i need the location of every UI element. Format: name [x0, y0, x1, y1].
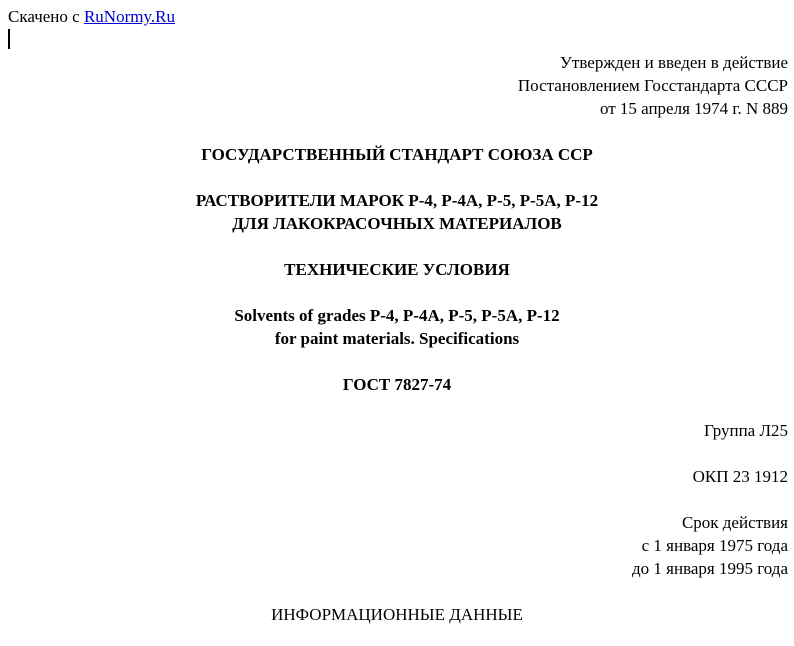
- document-title-en-line-1: Solvents of grades P-4, P-4A, P-5, P-5A, P-12: [234, 306, 560, 325]
- state-standard-title: ГОСУДАРСТВЕННЫЙ СТАНДАРТ СОЮЗА ССР: [201, 145, 593, 164]
- validity-label: Срок действия: [681, 513, 788, 532]
- group-code: Группа Л25: [703, 421, 788, 440]
- source-notice: [8, 5, 175, 28]
- validity-to: до 1 января 1995 года: [632, 559, 788, 578]
- document-title-en-line-2: for paint materials. Specifications: [274, 329, 520, 348]
- okp-code: ОКП 23 1912: [692, 467, 788, 486]
- document-title-ru: [0, 189, 794, 235]
- gost-number: ГОСТ 7827-74: [342, 375, 452, 394]
- validity-from: с 1 января 1975 года: [641, 536, 788, 555]
- validity-block: [632, 511, 788, 580]
- document-subtitle-ru: ТЕХНИЧЕСКИЕ УСЛОВИЯ: [284, 260, 510, 279]
- approval-line-3: от 15 апреля 1974 г. N 889: [599, 99, 788, 118]
- info-section-heading: ИНФОРМАЦИОННЫЕ ДАННЫЕ: [271, 605, 523, 624]
- source-notice-prefix: Скачено с: [8, 7, 80, 26]
- approval-line-2: Постановлением Госстандарта СССР: [517, 76, 788, 95]
- approval-line-1: Утвержден и введен в действие: [559, 53, 788, 72]
- text-cursor: [8, 29, 10, 49]
- document-title-ru-line-1: РАСТВОРИТЕЛИ МАРОК Р-4, Р-4А, Р-5, Р-5А, Р-12: [195, 191, 599, 210]
- approval-block: [518, 51, 788, 120]
- document-title-en: [0, 304, 794, 350]
- document-title-ru-line-2: ДЛЯ ЛАКОКРАСОЧНЫХ МАТЕРИАЛОВ: [232, 214, 562, 233]
- source-link[interactable]: RuNormy.Ru: [83, 7, 175, 26]
